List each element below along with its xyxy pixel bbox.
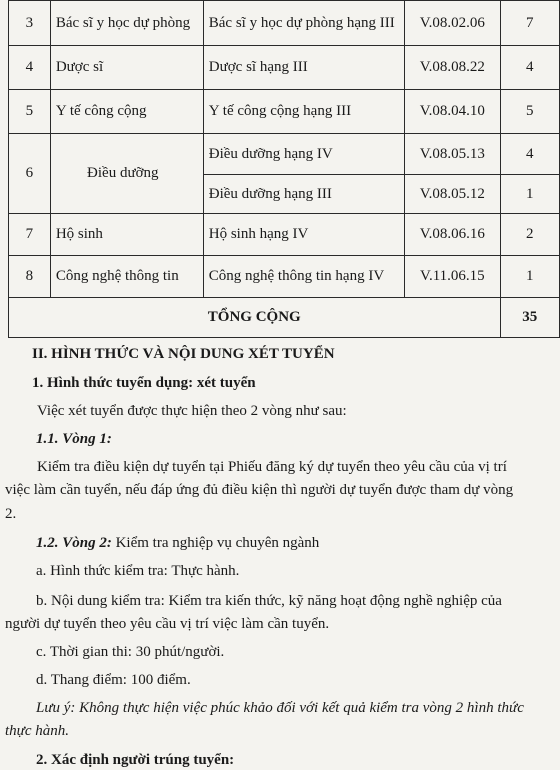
item-d: d. Thang điểm: 100 điểm. — [36, 672, 191, 688]
round1-title: 1.1. Vòng 1: — [36, 431, 112, 447]
table-row — [9, 1, 560, 46]
profession-name: Y tế công cộng — [50, 90, 203, 134]
quota-count: 5 — [500, 90, 559, 134]
row-number: 7 — [9, 214, 51, 256]
rank-code: V.08.05.12 — [405, 175, 500, 214]
rank-code: V.08.04.10 — [405, 90, 500, 134]
rank-title: Công nghệ thông tin hạng IV — [203, 256, 404, 298]
rank-code: V.11.06.15 — [405, 256, 500, 298]
rank-title: Bác sĩ y học dự phòng hạng III — [203, 1, 404, 46]
item-b-line2: người dự tuyển theo yêu cầu vị trí việc làm cần tuyển. — [5, 616, 330, 632]
quota-count: 4 — [500, 46, 559, 90]
note-line1: Lưu ý: Không thực hiện việc phúc khảo đối với kết quả kiểm tra vòng 2 hình thức — [36, 700, 524, 716]
rank-title: Điều dưỡng hạng IV — [203, 134, 404, 175]
profession-name: Bác sĩ y học dự phòng — [50, 1, 203, 46]
profession-name — [50, 134, 203, 214]
rank-code: V.08.05.13 — [405, 134, 500, 175]
note-line2: thực hành. — [5, 723, 70, 739]
round2-title: 1.2. Vòng 2: — [36, 535, 112, 551]
total-value: 35 — [500, 298, 559, 338]
row-number: 5 — [9, 90, 51, 134]
table-row — [9, 256, 560, 298]
section-heading: II. HÌNH THỨC VÀ NỘI DUNG XÉT TUYỂN — [32, 346, 335, 362]
rank-title: Hộ sinh hạng IV — [203, 214, 404, 256]
round2-text: Kiểm tra nghiệp vụ chuyên ngành — [111, 535, 320, 551]
quota-count: 1 — [500, 256, 559, 298]
table-row — [9, 214, 560, 256]
profession-name: Hộ sinh — [50, 214, 203, 256]
quota-count: 4 — [500, 134, 559, 175]
recruitment-table — [8, 0, 560, 338]
profession-name: Công nghệ thông tin — [50, 256, 203, 298]
intro-paragraph: Việc xét tuyển được thực hiện theo 2 vòng như sau: — [37, 403, 347, 419]
row-number: 8 — [9, 256, 51, 298]
table-row — [9, 46, 560, 90]
quota-count: 1 — [500, 175, 559, 214]
row-number: 3 — [9, 1, 51, 46]
quota-count: 7 — [500, 1, 559, 46]
round1-text-line1: Kiểm tra điều kiện dự tuyển tại Phiếu đăng ký dự tuyển theo yêu cầu của vị trí — [37, 459, 507, 475]
table-row — [9, 90, 560, 134]
rank-code: V.08.06.16 — [405, 214, 500, 256]
rank-title: Y tế công cộng hạng III — [203, 90, 404, 134]
quota-count: 2 — [500, 214, 559, 256]
profession-name: Dược sĩ — [50, 46, 203, 90]
profession-name-text: Điều dưỡng — [87, 165, 159, 181]
item-c: c. Thời gian thi: 30 phút/người. — [36, 644, 225, 660]
round1-text-line2: việc làm cần tuyển, nếu đáp ứng đủ điều kiện thì người dự tuyển được tham dự vòng — [5, 482, 514, 498]
item-a: a. Hình thức kiểm tra: Thực hành. — [36, 563, 240, 579]
total-label: TỔNG CỘNG — [9, 298, 501, 338]
subheading-selection: 2. Xác định người trúng tuyển: — [36, 752, 235, 768]
item-b-line1: b. Nội dung kiểm tra: Kiểm tra kiến thức, kỹ năng hoạt động nghề nghiệp của — [36, 593, 502, 609]
row-number: 4 — [9, 46, 51, 90]
subheading-recruitment-form: 1. Hình thức tuyển dụng: xét tuyển — [32, 375, 256, 391]
round1-text-line3: 2. — [5, 506, 17, 522]
rank-code: V.08.02.06 — [405, 1, 500, 46]
round2-line — [36, 534, 319, 553]
table-total-row — [9, 298, 560, 338]
rank-code: V.08.08.22 — [405, 46, 500, 90]
rank-title: Điều dưỡng hạng III — [203, 175, 404, 214]
table-row — [9, 134, 560, 175]
rank-title: Dược sĩ hạng III — [203, 46, 404, 90]
row-number: 6 — [9, 134, 51, 214]
